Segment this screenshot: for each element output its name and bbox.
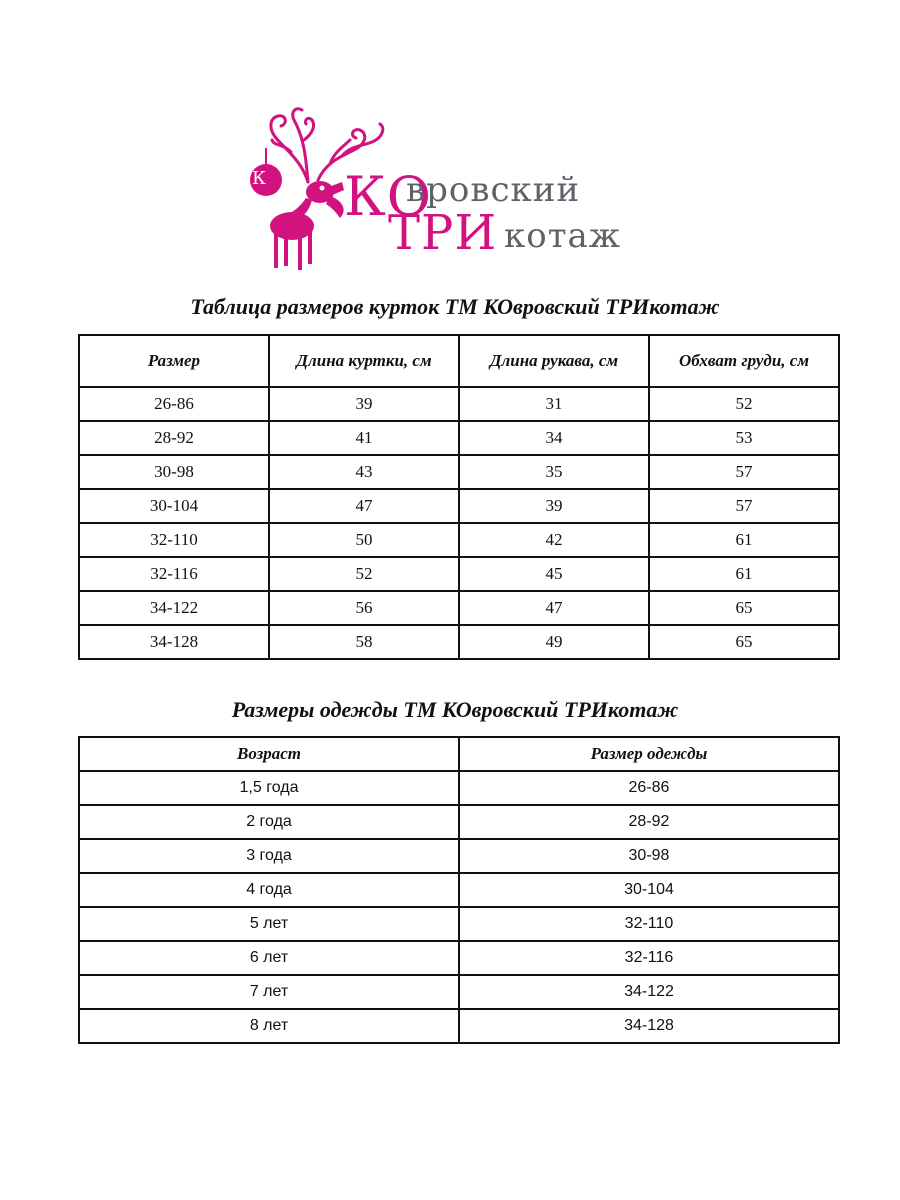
logo-text-vrovsky: вровский	[406, 170, 581, 210]
brand-logo	[246, 100, 676, 275]
table-cell: 35	[459, 455, 649, 489]
table-cell: 34	[459, 421, 649, 455]
clothing-size-table	[78, 736, 840, 1044]
table-cell: 6 лет	[79, 941, 459, 975]
table-cell: 30-104	[459, 873, 839, 907]
table-cell: 56	[269, 591, 459, 625]
table-row	[79, 421, 839, 455]
table-cell: 2 года	[79, 805, 459, 839]
column-header: Размер	[79, 335, 269, 387]
table-cell: 30-104	[79, 489, 269, 523]
table-cell: 30-98	[459, 839, 839, 873]
clothing-table-title: Размеры одежды ТМ КОвровский ТРИкотаж	[231, 697, 679, 722]
table-cell: 28-92	[459, 805, 839, 839]
table-row	[79, 591, 839, 625]
table-cell: 4 года	[79, 873, 459, 907]
table-cell: 57	[649, 455, 839, 489]
table-cell: 1,5 года	[79, 771, 459, 805]
table-cell: 61	[649, 523, 839, 557]
table-cell: 53	[649, 421, 839, 455]
table-row	[79, 557, 839, 591]
table-cell: 49	[459, 625, 649, 659]
table-cell: 34-128	[459, 1009, 839, 1043]
table-row	[79, 455, 839, 489]
table-cell: 32-110	[459, 907, 839, 941]
table-row	[79, 625, 839, 659]
table-cell: 28-92	[79, 421, 269, 455]
table-cell: 61	[649, 557, 839, 591]
column-header: Длина куртки, см	[269, 335, 459, 387]
table-row	[79, 489, 839, 523]
logo-text-ko: КО	[344, 165, 433, 228]
table-cell: 58	[269, 625, 459, 659]
table-cell: 47	[459, 591, 649, 625]
table-row	[79, 523, 839, 557]
table-row	[79, 975, 839, 1009]
table-cell: 34-122	[79, 591, 269, 625]
table-cell: 5 лет	[79, 907, 459, 941]
table-cell: 30-98	[79, 455, 269, 489]
table-cell: 50	[269, 523, 459, 557]
ornament-letter: К	[252, 168, 267, 189]
table-cell: 8 лет	[79, 1009, 459, 1043]
table-cell: 52	[269, 557, 459, 591]
jackets-size-table	[78, 334, 840, 660]
table-cell: 41	[269, 421, 459, 455]
column-header: Размер одежды	[459, 737, 839, 771]
table-cell: 26-86	[459, 771, 839, 805]
table-row	[79, 941, 839, 975]
table-cell: 32-110	[79, 523, 269, 557]
table-row	[79, 907, 839, 941]
table-row	[79, 1009, 839, 1043]
column-header: Длина рукава, см	[459, 335, 649, 387]
column-header: Обхват груди, см	[649, 335, 839, 387]
logo-text-kotazh: котаж	[504, 216, 622, 256]
table-cell: 45	[459, 557, 649, 591]
table-row	[79, 771, 839, 805]
table-cell: 32-116	[79, 557, 269, 591]
table-cell: 57	[649, 489, 839, 523]
table-cell: 31	[459, 387, 649, 421]
jackets-table-title: Таблица размеров курток ТМ КОвровский ТРИкотаж	[190, 294, 720, 319]
table-row	[79, 387, 839, 421]
table-cell: 65	[649, 625, 839, 659]
table-cell: 7 лет	[79, 975, 459, 1009]
table-cell: 42	[459, 523, 649, 557]
table-row	[79, 873, 839, 907]
table-cell: 3 года	[79, 839, 459, 873]
table-cell: 47	[269, 489, 459, 523]
table-cell: 52	[649, 387, 839, 421]
table-row	[79, 805, 839, 839]
table-cell: 65	[649, 591, 839, 625]
table-cell: 34-122	[459, 975, 839, 1009]
table-cell: 39	[459, 489, 649, 523]
column-header: Возраст	[79, 737, 459, 771]
table-header-row	[79, 335, 839, 387]
table-cell: 34-128	[79, 625, 269, 659]
table-cell: 39	[269, 387, 459, 421]
table-cell: 43	[269, 455, 459, 489]
table-header-row	[79, 737, 839, 771]
table-cell: 32-116	[459, 941, 839, 975]
logo-text-tri: ТРИ	[388, 205, 498, 261]
table-cell: 26-86	[79, 387, 269, 421]
table-row	[79, 839, 839, 873]
